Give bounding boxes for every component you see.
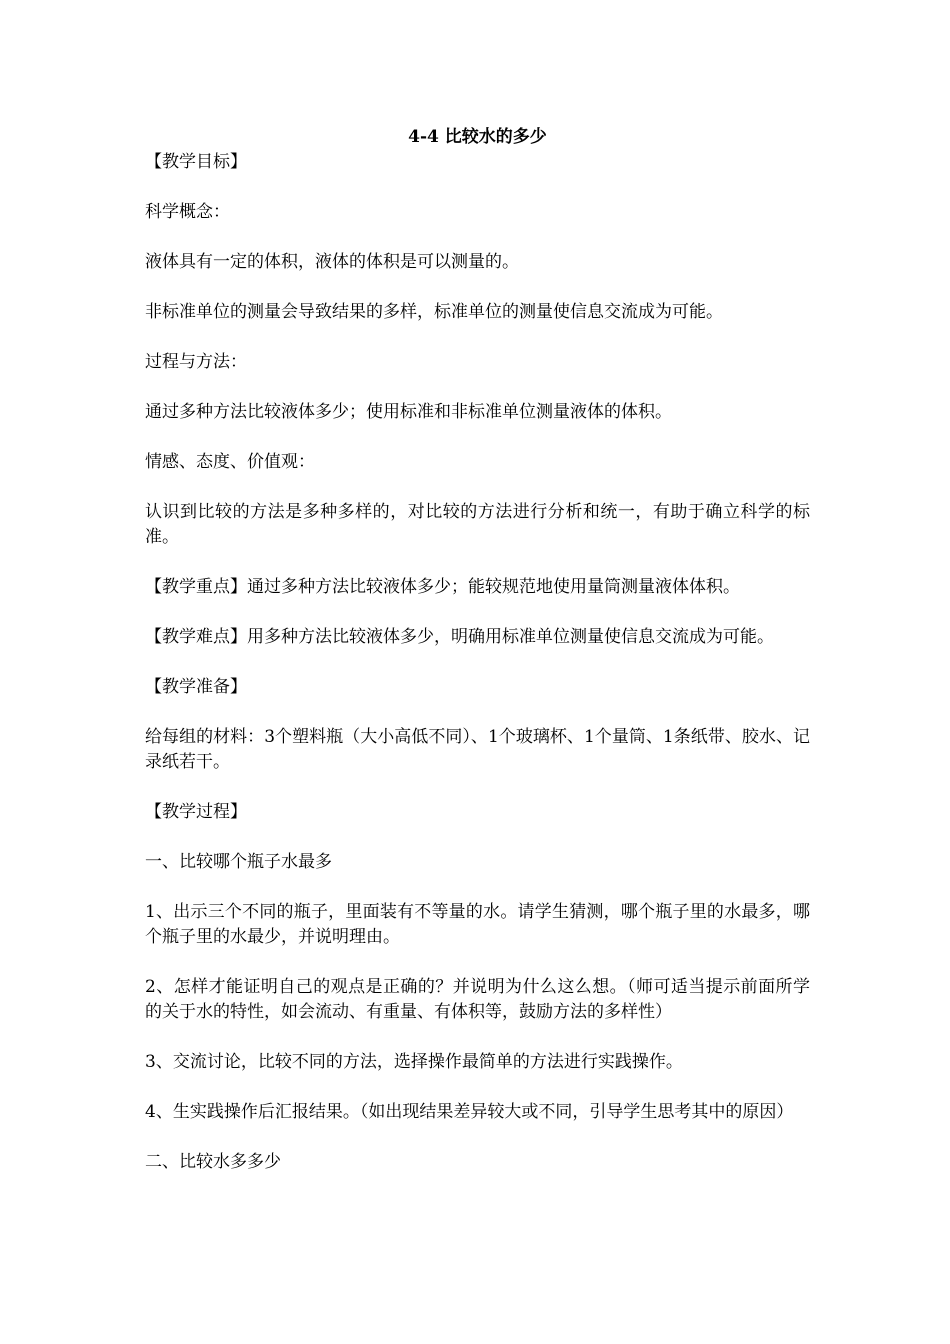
document-title: 4-4 比较水的多少: [408, 127, 547, 147]
subheading-science-concepts: 科学概念：: [145, 202, 230, 222]
section-heading-teaching-goals: 【教学目标】: [145, 152, 247, 172]
list-item: 1、出示三个不同的瓶子，里面装有不等量的水。请学生猜测，哪个瓶子里的水最多，哪个瓶子里的水最少，并说明理由。: [145, 902, 810, 947]
subheading-attitudes-values: 情感、态度、价值观：: [145, 452, 315, 472]
subheading-part-one: 一、比较哪个瓶子水最多: [145, 852, 332, 872]
paragraph-difficulties: 【教学难点】用多种方法比较液体多少，明确用标准单位测量使信息交流成为可能。: [145, 627, 774, 647]
paragraph: 液体具有一定的体积，液体的体积是可以测量的。: [145, 252, 519, 272]
list-item: 3、交流讨论，比较不同的方法，选择操作最简单的方法进行实践操作。: [145, 1052, 683, 1072]
paragraph: 非标准单位的测量会导致结果的多样，标准单位的测量使信息交流成为可能。: [145, 302, 723, 322]
paragraph: 通过多种方法比较液体多少；使用标准和非标准单位测量液体的体积。: [145, 402, 672, 422]
subheading-part-two: 二、比较水多多少: [145, 1152, 281, 1172]
section-heading-process: 【教学过程】: [145, 802, 247, 822]
paragraph-materials: 给每组的材料：3个塑料瓶（大小高低不同）、1个玻璃杯、1个量筒、1条纸带、胶水、记录纸若干。: [145, 727, 810, 772]
list-item: 2、怎样才能证明自己的观点是正确的？并说明为什么这么想。（师可适当提示前面所学的关于水的特性，如会流动、有重量、有体积等，鼓励方法的多样性）: [145, 977, 810, 1022]
list-item: 4、生实践操作后汇报结果。（如出现结果差异较大或不同，引导学生思考其中的原因）: [145, 1102, 794, 1122]
subheading-process-methods: 过程与方法：: [145, 352, 247, 372]
document-page: [145, 124, 810, 1200]
paragraph: 认识到比较的方法是多种多样的，对比较的方法进行分析和统一，有助于确立科学的标准。: [145, 502, 810, 547]
section-heading-preparation: 【教学准备】: [145, 677, 247, 697]
paragraph-key-points: 【教学重点】通过多种方法比较液体多少；能较规范地使用量筒测量液体体积。: [145, 577, 740, 597]
